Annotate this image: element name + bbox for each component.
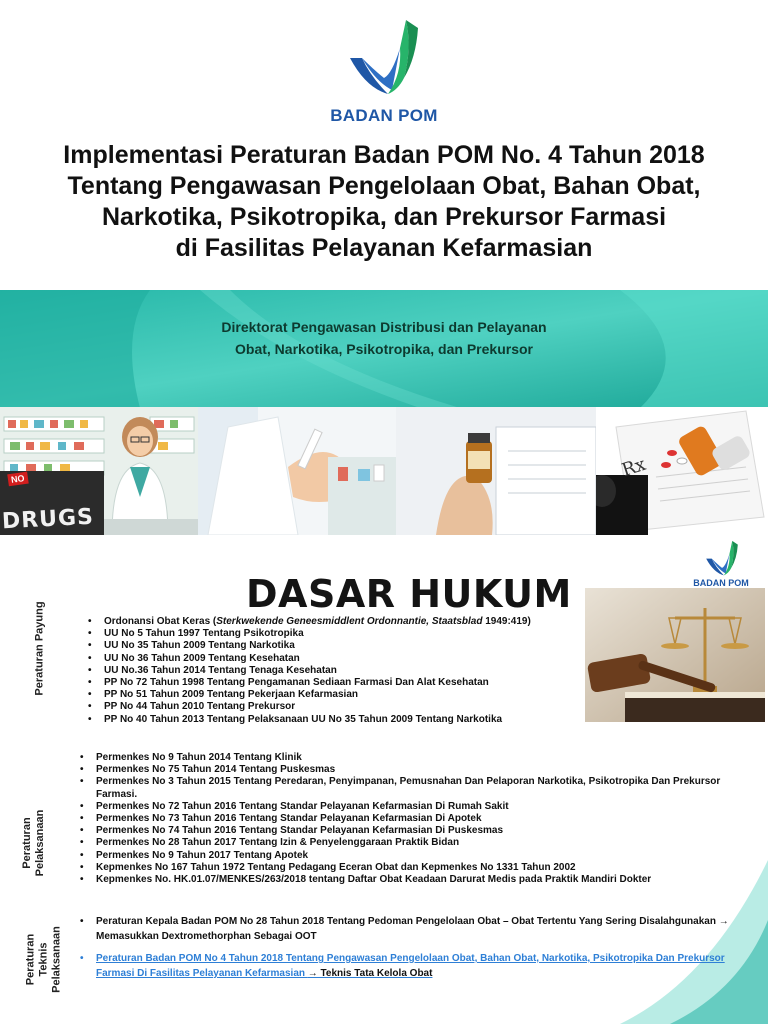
list-item: • PP No 72 Tahun 1998 Tentang Pengamanan Sediaan Farmasi Dan Alat Kesehatan [80,677,580,689]
list-item: • Peraturan Kepala Badan POM No 28 Tahun 2018 Tentang Pedoman Pengelolaan Obat – Obat Tertentu Yang Sering Disalahgunakan → Memasukkan Dextromethorphan Sebagai OOT [76,914,741,944]
pill-bottle-photo [396,407,596,535]
peraturan-payung-list [80,616,580,726]
badan-pom-logo-small [692,540,752,590]
list-item: • UU No.36 Tahun 2014 Tentang Tenaga Kesehatan [80,665,580,677]
regulation-link[interactable] [76,951,741,981]
doctor-photo [198,407,396,535]
rx-symbol: Rx [619,453,649,482]
list-item: • Permenkes No 3 Tahun 2015 Tentang Peredaran, Penyimpanan, Pemusnahan Dan Pelaporan Narkotika, Psikotropika Dan Prekursor Farmasi. [76,776,756,800]
list-item: • Permenkes No 9 Tahun 2014 Tentang Klinik [76,752,756,764]
subtitle-line: Direktorat Pengawasan Distribusi dan Pelayanan [221,319,547,335]
badan-pom-logo [330,18,438,125]
peraturan-teknis-list [76,914,741,988]
title-line: Implementasi Peraturan Badan POM No. 4 Tahun 2018 [63,141,705,169]
list-item: • Permenkes No 9 Tahun 2017 Tentang Apotek [76,850,756,862]
pharmacist-photo [0,407,198,535]
section-label-text: Teknis [37,942,50,977]
subtitle-line: Obat, Narkotika, Psikotropika, dan Prekursor [235,341,533,357]
regulation-link-text[interactable]: Peraturan Badan POM No 4 Tahun 2018 Tentang Pengawasan Pengelolaan Obat, Bahan Obat, Narkotika, Psikotropika Dan Prekursor Farmasi Di Fasilitas Pelayanan Kefarmasian [96,953,725,979]
logo-wordmark: BADAN POM [693,578,749,588]
title-line: di Fasilitas Pelayanan Kefarmasian [175,234,593,262]
section-label-teknis [25,920,64,1000]
logo-wordmark: BADAN POM [330,106,438,125]
section-label-text: Peraturan [21,817,33,869]
list-item: • Permenkes No 75 Tahun 2014 Tentang Puskesmas [76,764,756,776]
list-item: • Kepmenkes No. HK.01.07/MENKES/263/2018 tentang Daftar Obat Keadaan Darurat Medis pada Praktik Mandiri Dokter [76,874,756,886]
section-label-text: Pelaksanaan [34,809,46,877]
legal-basis-slide [0,540,768,1024]
logo-mark-icon [340,18,428,104]
section-label-pelaksanaan [21,763,47,923]
section-label-text: Peraturan Payung [33,601,46,696]
list-item: • Ordonansi Obat Keras (Sterkwekende Geneesmiddlent Ordonnantie, Staatsblad 1949:419) [80,616,580,628]
list-item: • PP No 44 Tahun 2010 Tentang Prekursor [80,701,580,713]
presentation-title [0,140,768,264]
list-item: • Permenkes No 73 Tahun 2016 Tentang Standar Pelayanan Kefarmasian Di Apotek [76,813,756,825]
list-item: • UU No 5 Tahun 1997 Tentang Psikotropika [80,628,580,640]
link-tail-text: → Teknis Tata Kelola Obat [307,968,433,979]
list-item: • Permenkes No 74 Tahun 2016 Tentang Standar Pelayanan Kefarmasian Di Puskesmas [76,825,756,837]
list-item: • PP No 51 Tahun 2009 Tentang Pekerjaan Kefarmasian [80,689,580,701]
section-label-text: Peraturan [24,933,37,986]
section-label-payung [34,601,47,697]
section-heading: DASAR HUKUM [246,572,572,616]
photo-strip [0,407,768,535]
directorate-subtitle [0,316,768,360]
list-item: • Permenkes No 28 Tahun 2017 Tentang Izin & Penyelenggaraan Praktik Bidan [76,837,756,849]
list-item: • Kepmenkes No 167 Tahun 1972 Tentang Pedagang Eceran Obat dan Kepmenkes No 1331 Tahun 2002 [76,862,756,874]
list-item: • UU No 36 Tahun 2009 Tentang Kesehatan [80,653,580,665]
drugs-label: DRUGS [1,504,95,535]
gavel-scales-photo [585,588,765,722]
title-line: Narkotika, Psikotropika, dan Prekursor Farmasi [101,203,667,231]
logo-mark-icon [692,540,752,580]
section-label-text: Pelaksanaan [50,926,63,993]
title-line: Tentang Pengawasan Pengelolaan Obat, Bahan Obat, [67,172,701,200]
list-item: • PP No 40 Tahun 2013 Tentang Pelaksanaan UU No 35 Tahun 2009 Tentang Narkotika [80,714,580,726]
list-item: • UU No 35 Tahun 2009 Tentang Narkotika [80,640,580,652]
list-item: • Permenkes No 72 Tahun 2016 Tentang Standar Pelayanan Kefarmasian Di Rumah Sakit [76,801,756,813]
no-sign-label: NO [7,472,28,487]
